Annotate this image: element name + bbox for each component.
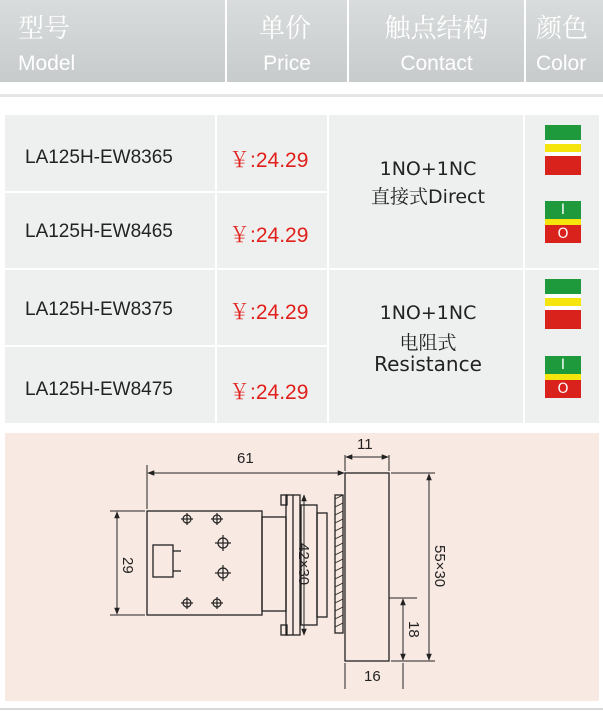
table-row-model: LA125H-EW8465: [25, 221, 173, 242]
header-color-cn: 颜色: [536, 14, 589, 44]
on-symbol-icon: I: [560, 202, 566, 218]
red-band: [545, 310, 581, 329]
color-swatch-bands: [545, 125, 581, 175]
row-divider: [5, 191, 327, 193]
button-head-outline: [345, 473, 389, 661]
header-price: [227, 0, 347, 82]
contact-block-outline: [262, 517, 286, 611]
dimension-drawing: [5, 433, 599, 701]
product-table: [5, 115, 599, 423]
off-symbol-icon: O: [557, 226, 569, 242]
table-row-price: ￥:24.29: [229, 301, 309, 324]
contact-resistance: [332, 301, 524, 375]
contact-config: 1NO+1NC: [379, 302, 477, 324]
color-swatch-symbols: [545, 356, 581, 406]
dim-label-61: 61: [237, 450, 254, 467]
table-row-price: ￥:24.29: [229, 381, 309, 404]
table-row-model: LA125H-EW8475: [25, 379, 173, 400]
header-color: [526, 0, 603, 82]
dim-label-18: 18: [405, 621, 422, 638]
contact-type: 电阻式: [399, 332, 457, 354]
row-divider: [5, 345, 327, 347]
header-model-cn: 型号: [18, 14, 71, 44]
screw-icons: [181, 513, 231, 609]
group-divider: [5, 268, 599, 270]
color-swatch-bands: [545, 279, 581, 329]
contact-direct: [332, 157, 524, 209]
header-model-en: Model: [18, 52, 76, 75]
header-model: [0, 0, 225, 82]
dim-label-42x30: 42×30: [295, 543, 312, 586]
header-contact-en: Contact: [400, 52, 473, 75]
drawing-svg: [5, 433, 599, 701]
contact-config: 1NO+1NC: [379, 158, 477, 180]
header-rule: [0, 94, 603, 97]
dim-label-29: 29: [119, 557, 136, 574]
red-band: [545, 156, 581, 175]
terminal-slot: [153, 545, 173, 577]
header-price-en: Price: [263, 52, 311, 75]
green-band: [545, 125, 581, 140]
color-swatch-symbols: [545, 201, 581, 251]
bottom-rule: [0, 708, 603, 710]
dim-label-11: 11: [357, 436, 373, 453]
header-contact: [349, 0, 524, 82]
table-header: [0, 0, 603, 82]
yellow-band: [545, 144, 581, 152]
table-row-price: ￥:24.29: [229, 224, 309, 247]
table-row-model: LA125H-EW8365: [25, 147, 173, 168]
contact-type: 直接式Direct: [371, 186, 485, 208]
green-band: [545, 279, 581, 294]
table-row-price: ￥:24.29: [229, 149, 309, 172]
header-contact-cn: 触点结构: [384, 14, 489, 44]
on-symbol-icon: I: [560, 357, 566, 373]
header-color-en: Color: [536, 52, 587, 75]
yellow-band: [545, 298, 581, 306]
thread-hatching: [335, 495, 343, 627]
header-price-cn: 单价: [258, 14, 311, 44]
dim-label-16: 16: [364, 668, 381, 685]
dim-label-55x30: 55×30: [431, 545, 448, 588]
table-row-model: LA125H-EW8375: [25, 299, 173, 320]
contact-type-en: Resistance: [374, 352, 482, 376]
off-symbol-icon: O: [557, 381, 569, 397]
base-module-outline: [147, 511, 262, 615]
